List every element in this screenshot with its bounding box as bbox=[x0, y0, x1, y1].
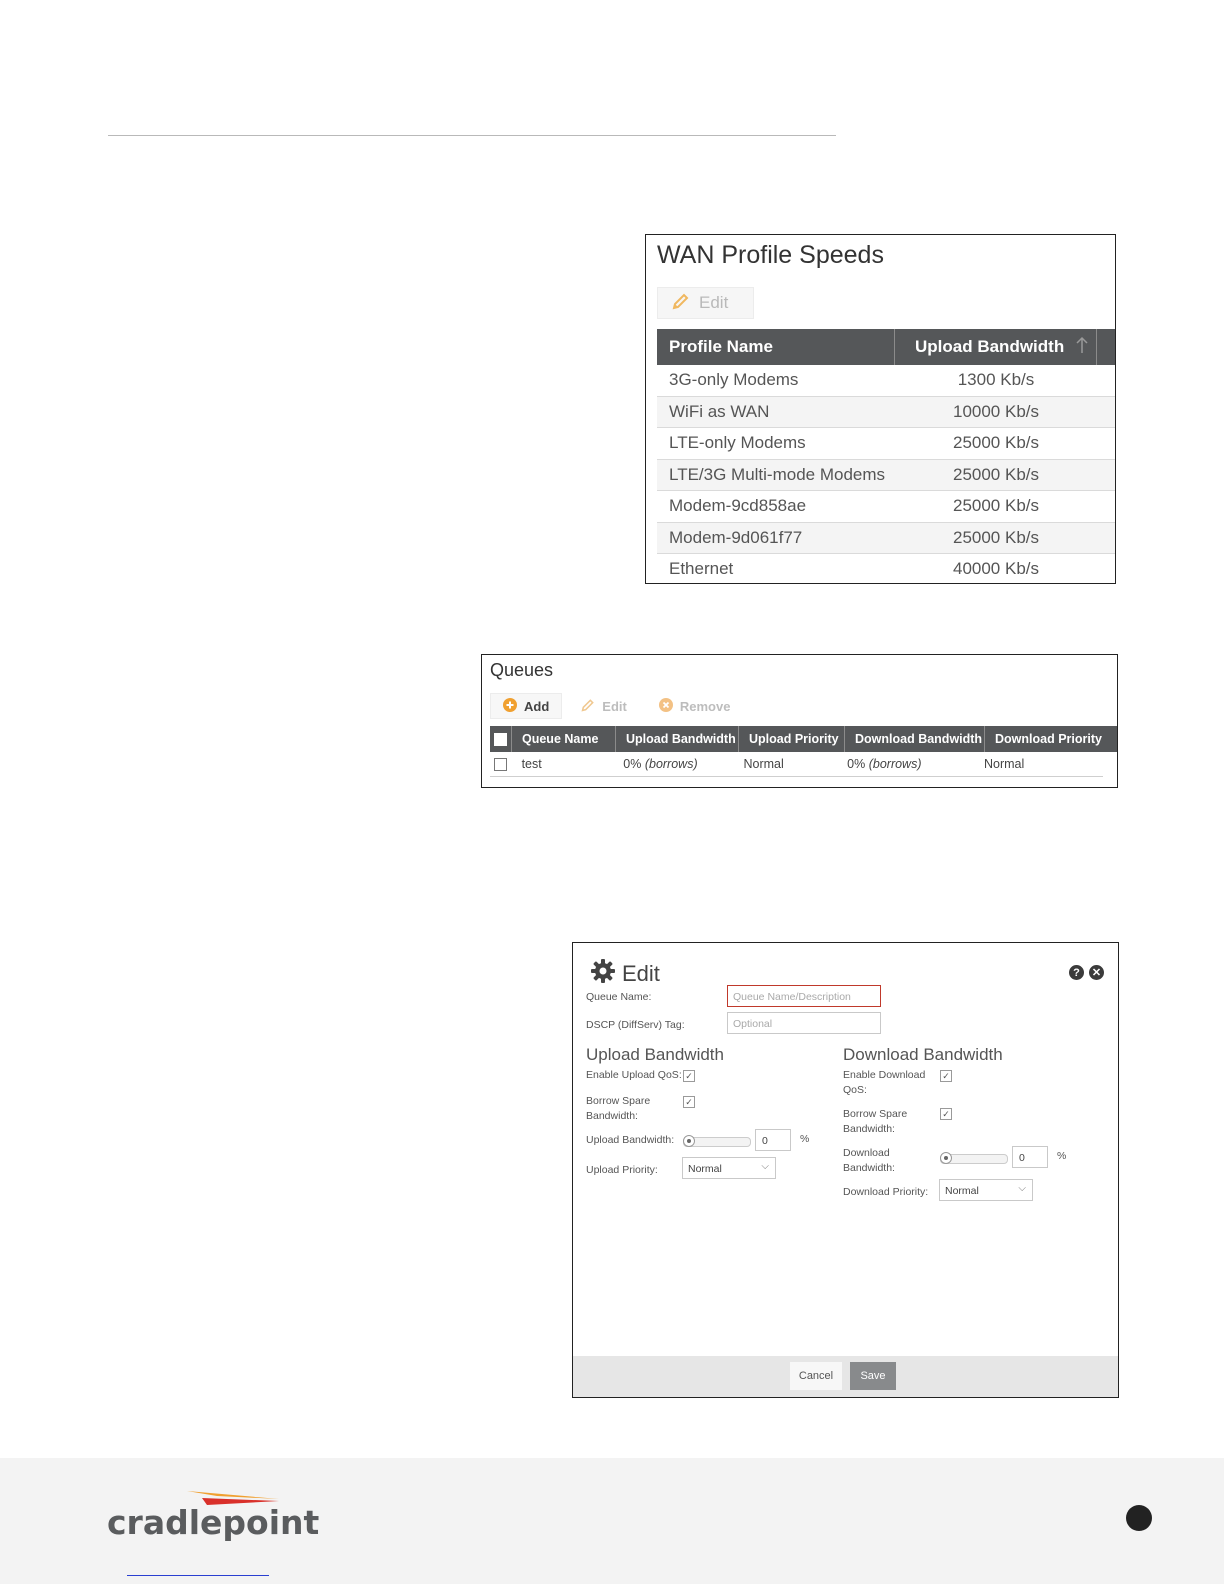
download-bw-label-line1: Download bbox=[843, 1147, 890, 1159]
borrow-upload-checkbox[interactable]: ✓ bbox=[683, 1096, 695, 1108]
download-percent-unit: % bbox=[1057, 1150, 1067, 1162]
download-bandwidth-slider[interactable] bbox=[940, 1154, 1008, 1164]
borrow-download-label-line2: Bandwidth: bbox=[843, 1123, 895, 1135]
select-all-checkbox[interactable] bbox=[490, 726, 512, 752]
edit-button[interactable] bbox=[568, 693, 640, 719]
save-button[interactable]: Save bbox=[850, 1362, 896, 1390]
download-bandwidth-label bbox=[843, 1146, 895, 1176]
panel-title: Queues bbox=[490, 660, 554, 680]
logo-text: cradlepoint bbox=[107, 1503, 320, 1542]
table-row[interactable] bbox=[657, 460, 1115, 492]
chevron-down-icon: ⌵ bbox=[761, 1161, 769, 1172]
table-row[interactable] bbox=[657, 397, 1115, 429]
column-download-bandwidth[interactable]: Download Bandwidth bbox=[845, 726, 985, 752]
dialog-header-actions bbox=[1069, 965, 1104, 980]
upload-priority-select[interactable] bbox=[682, 1157, 776, 1179]
table-row[interactable] bbox=[657, 365, 1115, 397]
borrow-upload-label-line2: Bandwidth: bbox=[586, 1110, 638, 1122]
page-number-badge bbox=[1126, 1505, 1152, 1531]
remove-label: Remove bbox=[679, 698, 731, 714]
page-footer bbox=[0, 1458, 1224, 1584]
slider-handle[interactable] bbox=[683, 1135, 695, 1147]
download-bw-note: (borrows) bbox=[868, 757, 922, 771]
table-header bbox=[490, 726, 1117, 752]
slider-handle[interactable] bbox=[940, 1152, 952, 1164]
edit-label: Edit bbox=[602, 698, 627, 714]
upload-percent-unit: % bbox=[800, 1133, 810, 1145]
add-label: Add bbox=[524, 698, 550, 714]
download-priority-label: Download Priority: bbox=[843, 1186, 929, 1198]
download-bandwidth-input[interactable]: 0 bbox=[1012, 1146, 1048, 1168]
upload-priority: Normal bbox=[743, 757, 784, 771]
pencil-icon bbox=[672, 292, 690, 315]
table-body bbox=[657, 365, 1115, 585]
upload-bw-note: (borrows) bbox=[644, 757, 698, 771]
upload-bandwidth: 25000 Kb/s bbox=[952, 496, 1039, 516]
enable-upload-qos-checkbox[interactable]: ✓ bbox=[683, 1070, 695, 1082]
download-section-heading: Download Bandwidth bbox=[843, 1045, 1003, 1064]
enable-download-qos-label bbox=[843, 1068, 925, 1098]
upload-bandwidth-label: Upload Bandwidth: bbox=[586, 1134, 675, 1146]
profile-name: Modem-9cd858ae bbox=[669, 496, 807, 516]
borrow-upload-label bbox=[586, 1094, 650, 1124]
enable-upload-qos-label: Enable Upload QoS: bbox=[586, 1069, 682, 1081]
footer-link-underline[interactable] bbox=[127, 1575, 269, 1576]
queue-name-label: Queue Name: bbox=[586, 991, 652, 1003]
column-download-priority[interactable]: Download Priority bbox=[995, 732, 1102, 746]
column-upload-priority[interactable]: Upload Priority bbox=[739, 726, 845, 752]
table-row[interactable] bbox=[657, 523, 1115, 555]
queues-toolbar bbox=[490, 693, 743, 719]
cradlepoint-logo bbox=[107, 1481, 320, 1546]
table-row[interactable] bbox=[657, 554, 1115, 585]
enable-download-label-line1: Enable Download bbox=[843, 1069, 926, 1081]
download-bw-label-line2: Bandwidth: bbox=[843, 1162, 895, 1174]
column-upload-bandwidth[interactable]: Upload Bandwidth bbox=[616, 726, 739, 752]
download-bandwidth bbox=[837, 752, 974, 776]
plus-circle-icon bbox=[503, 698, 517, 715]
column-profile-name[interactable]: Profile Name bbox=[657, 329, 895, 365]
dialog-title-text: Edit bbox=[622, 961, 660, 986]
table-row[interactable] bbox=[490, 752, 1103, 777]
download-bw-value: 0% bbox=[847, 757, 866, 771]
dialog-footer bbox=[573, 1356, 1118, 1397]
profile-name: LTE/3G Multi-mode Modems bbox=[669, 464, 886, 484]
borrow-download-label-line1: Borrow Spare bbox=[843, 1108, 908, 1120]
edit-button[interactable] bbox=[657, 287, 754, 319]
profile-name: Modem-9d061f77 bbox=[669, 527, 803, 547]
sort-ascending-icon bbox=[1076, 336, 1088, 359]
table-header bbox=[657, 329, 1115, 365]
upload-priority-label: Upload Priority: bbox=[586, 1164, 658, 1176]
logo-swoosh-icon bbox=[107, 1481, 320, 1542]
cancel-button[interactable]: Cancel bbox=[790, 1362, 842, 1390]
profile-name: WiFi as WAN bbox=[669, 401, 770, 421]
download-priority: Normal bbox=[983, 757, 1025, 771]
upload-bandwidth-slider[interactable] bbox=[683, 1137, 751, 1147]
help-icon[interactable]: ? bbox=[1069, 965, 1084, 980]
column-upload-bandwidth[interactable] bbox=[895, 329, 1097, 365]
upload-bandwidth: 25000 Kb/s bbox=[952, 464, 1039, 484]
profile-name: Ethernet bbox=[669, 559, 734, 579]
gear-icon bbox=[590, 958, 616, 990]
upload-bandwidth: 10000 Kb/s bbox=[952, 401, 1039, 421]
upload-bw-value: 0% bbox=[623, 757, 642, 771]
dialog-title bbox=[590, 958, 660, 990]
remove-button[interactable] bbox=[646, 693, 744, 719]
dscp-label: DSCP (DiffServ) Tag: bbox=[586, 1019, 685, 1031]
pencil-icon bbox=[581, 698, 595, 715]
upload-section-heading: Upload Bandwidth bbox=[586, 1045, 724, 1064]
profile-name: LTE-only Modems bbox=[669, 433, 806, 453]
row-checkbox[interactable] bbox=[490, 752, 512, 776]
table-row[interactable] bbox=[657, 428, 1115, 460]
add-button[interactable] bbox=[490, 693, 562, 719]
borrow-download-label bbox=[843, 1107, 907, 1137]
upload-bandwidth: 1300 Kb/s bbox=[957, 370, 1035, 390]
top-divider bbox=[108, 135, 836, 136]
wan-profile-speeds-panel bbox=[645, 234, 1116, 584]
upload-bandwidth: 25000 Kb/s bbox=[952, 433, 1039, 453]
borrow-upload-label-line1: Borrow Spare bbox=[586, 1095, 651, 1107]
queue-name: test bbox=[521, 757, 542, 771]
checkbox-box bbox=[494, 733, 507, 746]
enable-download-label-line2: QoS: bbox=[843, 1084, 867, 1096]
dscp-input[interactable]: Optional bbox=[727, 1012, 881, 1034]
profile-name: 3G-only Modems bbox=[669, 370, 799, 390]
upload-bandwidth-input[interactable]: 0 bbox=[755, 1129, 791, 1151]
upload-bandwidth: 25000 Kb/s bbox=[952, 527, 1039, 547]
remove-circle-icon bbox=[659, 698, 673, 715]
table-row[interactable] bbox=[657, 491, 1115, 523]
queues-panel bbox=[481, 654, 1118, 788]
edit-label: Edit bbox=[699, 293, 729, 312]
column-upload-label: Upload Bandwidth bbox=[915, 337, 1065, 356]
download-priority-select[interactable] bbox=[939, 1179, 1033, 1201]
chevron-down-icon: ⌵ bbox=[1018, 1183, 1026, 1194]
borrow-download-checkbox[interactable]: ✓ bbox=[940, 1108, 952, 1120]
enable-download-qos-checkbox[interactable]: ✓ bbox=[940, 1070, 952, 1082]
column-queue-name[interactable]: Queue Name bbox=[512, 726, 616, 752]
upload-bandwidth bbox=[613, 752, 733, 776]
upload-bandwidth: 40000 Kb/s bbox=[952, 559, 1039, 579]
checkbox-box bbox=[494, 758, 507, 771]
upload-priority-value: Normal bbox=[688, 1163, 722, 1175]
download-priority-value: Normal bbox=[945, 1185, 979, 1197]
close-icon[interactable]: ✕ bbox=[1089, 965, 1104, 980]
edit-queue-dialog bbox=[572, 942, 1119, 1398]
queue-name-input[interactable]: Queue Name/Description bbox=[727, 985, 881, 1007]
panel-title: WAN Profile Speeds bbox=[657, 241, 884, 269]
